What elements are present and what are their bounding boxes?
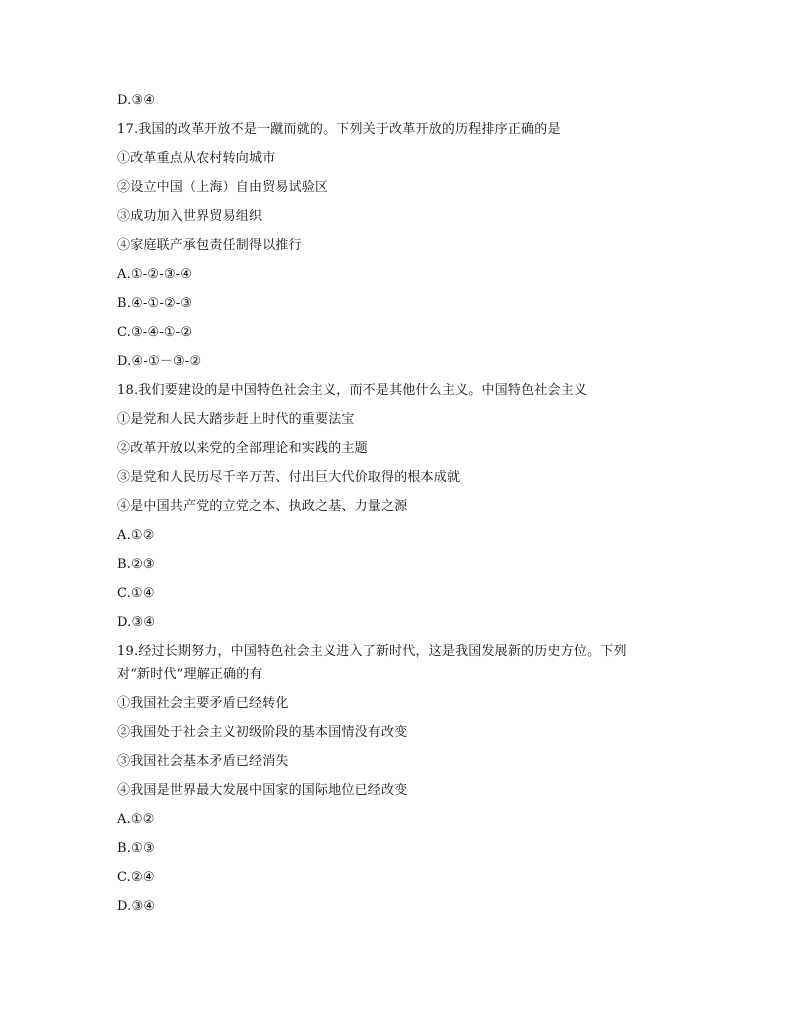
exam-page (117, 91, 677, 926)
question-stem: 17.我国的改革开放不是一蹴而就的。下列关于改革开放的历程排序正确的是 (117, 122, 561, 137)
option-line: B.④-①-②-③ (117, 296, 193, 311)
option-line: C.①④ (117, 586, 155, 601)
statement-line: ①改革重点从农村转向城市 (117, 151, 276, 166)
option-line: D.④-①－③-② (117, 354, 202, 369)
option-line: D.③④ (117, 899, 156, 914)
option-line: B.①③ (117, 841, 155, 856)
option-line: B.②③ (117, 557, 155, 572)
question-stem: 18.我们要建设的是中国特色社会主义，而不是其他什么主义。中国特色社会主义 (117, 383, 588, 398)
question-18 (117, 381, 677, 633)
question-stem-continued: 对“新时代”理解正确的有 (117, 667, 263, 682)
statement-line: ②设立中国（上海）自由贸易试验区 (117, 180, 329, 195)
statement-line: ④是中国共产党的立党之本、执政之基、力量之源 (117, 499, 408, 514)
option-line: C.②④ (117, 870, 155, 885)
option-line: A.①② (117, 528, 155, 543)
option-line: A.①② (117, 812, 155, 827)
question-19 (117, 642, 677, 917)
option-line: D.③④ (117, 93, 156, 108)
statement-line: ③是党和人民历尽千辛万苦、付出巨大代价取得的根本成就 (117, 470, 461, 485)
question-17 (117, 120, 677, 372)
statement-line: ①我国社会主要矛盾已经转化 (117, 696, 289, 711)
option-line: A.①-②-③-④ (117, 267, 193, 282)
question-stem: 19.经过长期努力，中国特色社会主义进入了新时代，这是我国发展新的历史方位。下列 (117, 644, 627, 659)
statement-line: ④我国是世界最大发展中国家的国际地位已经改变 (117, 783, 408, 798)
statement-line: ①是党和人民大踏步赶上时代的重要法宝 (117, 412, 355, 427)
prev-question-tail (117, 91, 677, 111)
option-line: D.③④ (117, 615, 156, 630)
statement-line: ③我国社会基本矛盾已经消失 (117, 754, 289, 769)
statement-line: ③成功加入世界贸易组织 (117, 209, 263, 224)
statement-line: ②改革开放以来党的全部理论和实践的主题 (117, 441, 368, 456)
statement-line: ②我国处于社会主义初级阶段的基本国情没有改变 (117, 725, 408, 740)
statement-line: ④家庭联产承包责任制得以推行 (117, 238, 302, 253)
option-line: C.③-④-①-② (117, 325, 193, 340)
